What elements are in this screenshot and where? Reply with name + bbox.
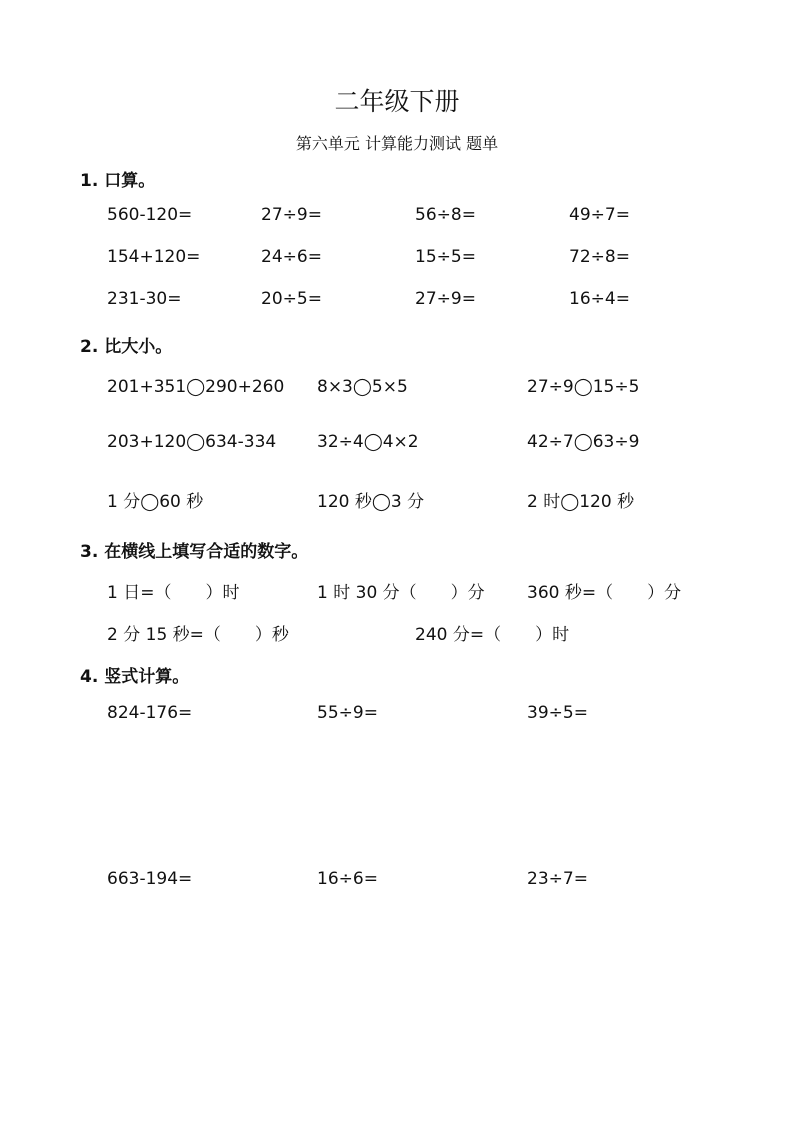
section-1-heading: 1. 口算。 — [80, 171, 156, 191]
page-title: 二年级下册 — [334, 87, 460, 116]
problem-1-3-1: 231-30= — [107, 289, 182, 309]
vertical-4-2-2: 16÷6= — [317, 869, 378, 889]
problem-1-3-2: 20÷5= — [261, 289, 322, 309]
compare-2-3-3: 2 时◯120 秒 — [527, 492, 635, 512]
fill-3-1-1: 1 日=（ ）时 — [107, 583, 240, 603]
problem-1-1-4: 49÷7= — [569, 205, 630, 225]
compare-2-3-1: 1 分◯60 秒 — [107, 492, 204, 512]
vertical-4-1-1: 824-176= — [107, 703, 193, 723]
problem-1-2-3: 15÷5= — [415, 247, 476, 267]
fill-3-2-2: 240 分=（ ）时 — [415, 625, 570, 645]
vertical-4-1-3: 39÷5= — [527, 703, 588, 723]
section-4-heading: 4. 竖式计算。 — [80, 667, 190, 687]
fill-3-1-3: 360 秒=（ ）分 — [527, 583, 682, 603]
vertical-4-2-1: 663-194= — [107, 869, 193, 889]
problem-1-3-3: 27÷9= — [415, 289, 476, 309]
problem-1-1-3: 56÷8= — [415, 205, 476, 225]
page-subtitle: 第六单元 计算能力测试 题单 — [295, 134, 499, 153]
compare-2-1-2: 8×3◯5×5 — [317, 377, 408, 397]
problem-1-1-1: 560-120= — [107, 205, 193, 225]
problem-1-2-4: 72÷8= — [569, 247, 630, 267]
problem-1-1-2: 27÷9= — [261, 205, 322, 225]
vertical-4-1-2: 55÷9= — [317, 703, 378, 723]
problem-1-2-2: 24÷6= — [261, 247, 322, 267]
compare-2-3-2: 120 秒◯3 分 — [317, 492, 425, 512]
vertical-4-2-3: 23÷7= — [527, 869, 588, 889]
compare-2-1-3: 27÷9◯15÷5 — [527, 377, 640, 397]
compare-2-1-1: 201+351◯290+260 — [107, 377, 285, 397]
fill-3-1-2: 1 时 30 分（ ）分 — [317, 583, 485, 603]
compare-2-2-1: 203+120◯634-334 — [107, 432, 277, 452]
section-3-heading: 3. 在横线上填写合适的数字。 — [80, 542, 309, 562]
section-2-heading: 2. 比大小。 — [80, 337, 173, 357]
compare-2-2-3: 42÷7◯63÷9 — [527, 432, 640, 452]
problem-1-3-4: 16÷4= — [569, 289, 630, 309]
compare-2-2-2: 32÷4◯4×2 — [317, 432, 419, 452]
problem-1-2-1: 154+120= — [107, 247, 201, 267]
fill-3-2-1: 2 分 15 秒=（ ）秒 — [107, 625, 289, 645]
